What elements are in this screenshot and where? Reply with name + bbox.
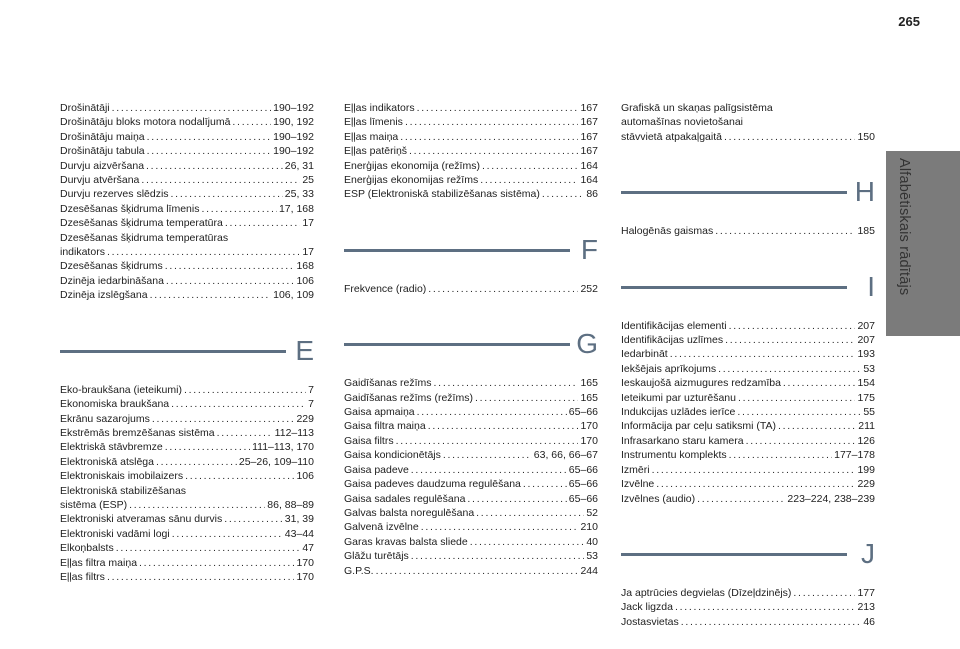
index-entry [621, 586, 875, 600]
index-entry-title: Dzesēšanas šķidruma līmenis [60, 202, 200, 215]
index-entry [60, 397, 314, 411]
index-entry-pages: 106, 109 [273, 289, 314, 302]
index-entry-pages: 229 [857, 478, 875, 491]
index-entry [621, 224, 875, 238]
index-entry-title: Gaisa kondicionētājs [344, 449, 441, 462]
leader-dots [428, 282, 578, 296]
index-entry-pages: 63, 66, 66–67 [533, 449, 598, 462]
index-entry-pages: 17, 168 [278, 202, 314, 215]
leader-dots [232, 115, 271, 129]
index-entry [344, 115, 598, 129]
letter-heading [344, 324, 598, 376]
index-entry-pages: 165 [580, 377, 598, 390]
index-entry-title: Drošinātāju tabula [60, 145, 145, 158]
index-entry-title: Gaisa padeve [344, 463, 409, 476]
leader-dots [152, 412, 295, 426]
leader-dots [542, 187, 584, 201]
leader-dots [482, 159, 579, 173]
index-entry [621, 347, 875, 361]
index-entry-pages: 31, 39 [284, 513, 314, 526]
index-entry [344, 520, 598, 534]
leader-dots [147, 130, 271, 144]
index-entry [621, 477, 875, 491]
index-entry [344, 405, 598, 419]
leader-dots [166, 274, 295, 288]
index-entry-pages: 86 [586, 188, 598, 201]
index-entry-pages: 167 [580, 145, 598, 158]
leader-dots [670, 347, 856, 361]
index-entry [344, 144, 598, 158]
index-entry [621, 600, 875, 614]
index-entry [60, 541, 314, 555]
index-entry-pages: 193 [857, 348, 875, 361]
index-entry-title: Durvju rezerves slēdzis [60, 188, 169, 201]
index-entry-pages: 167 [580, 116, 598, 129]
index-entry [60, 383, 314, 397]
index-entry [60, 440, 314, 454]
page-number: 265 [898, 14, 920, 29]
index-entry-pages: 229 [296, 412, 314, 425]
index-column-2 [344, 101, 598, 578]
index-entry-pages: 25–26, 109–110 [238, 455, 314, 468]
index-entry-pages: 207 [857, 319, 875, 332]
index-entry [344, 549, 598, 563]
index-entry [60, 144, 314, 158]
index-entry [344, 463, 598, 477]
index-entry [60, 469, 314, 483]
letter-heading-text: E [295, 334, 314, 366]
leader-dots [156, 455, 237, 469]
index-entry-title: Dzesēšanas šķidruma temperatūra [60, 217, 223, 230]
index-entry-pages: 252 [580, 282, 598, 295]
index-entry [60, 187, 314, 201]
index-entry [621, 419, 875, 433]
index-entry [621, 448, 875, 462]
leader-dots [184, 383, 306, 397]
leader-dots [729, 448, 832, 462]
index-entry-title: Garas kravas balsta sliede [344, 535, 468, 548]
index-entry [344, 391, 598, 405]
index-entry-title: Eļļas maiņa [344, 130, 399, 143]
index-entry-title: Gaisa apmaiņa [344, 406, 415, 419]
section-side-label: Alfabētiskais rādītājs [896, 158, 912, 296]
index-entry-pages: 211 [858, 420, 875, 433]
leader-dots [225, 216, 300, 230]
index-entry [344, 187, 598, 201]
leader-dots [150, 288, 272, 302]
index-entry-title: Gaidīšanas režīms [344, 377, 432, 390]
leader-dots [185, 469, 294, 483]
leader-dots [523, 477, 567, 491]
index-entry [621, 492, 875, 506]
index-entry-pages: 52 [586, 506, 598, 519]
index-entry-title: Gaisa filtra maiņa [344, 420, 426, 433]
index-entry [60, 288, 314, 302]
index-entry-pages: 190–192 [273, 145, 314, 158]
index-entry-line: Grafiskā un skaņas palīgsistēma [621, 102, 773, 114]
index-entry-pages: 17 [302, 217, 314, 230]
index-entry-title: Ekstrēmās bremzēšanas sistēma [60, 426, 215, 439]
index-entry-pages: 106 [296, 274, 314, 287]
letter-heading-text: H [854, 176, 875, 208]
index-entry-title: Iedarbināt [621, 348, 668, 361]
leader-dots [697, 492, 785, 506]
leader-dots [107, 245, 300, 259]
index-entry-title: Eko-braukšana (ieteikumi) [60, 383, 182, 396]
index-entry-pages: 126 [857, 434, 875, 447]
index-entry-title: Dzinēja izslēgšana [60, 289, 148, 302]
index-entry-title: Elkoņbalsts [60, 542, 114, 555]
index-entry-title: Eļļas līmenis [344, 116, 403, 129]
leader-dots [434, 376, 579, 390]
letter-heading [621, 172, 875, 224]
index-entry [60, 159, 314, 173]
leader-dots [116, 541, 301, 555]
index-entry [60, 570, 314, 584]
leader-dots [107, 570, 295, 584]
index-entry [60, 556, 314, 570]
leader-dots [172, 527, 283, 541]
leader-dots [476, 506, 584, 520]
leader-dots [201, 202, 276, 216]
index-entry-line: Elektroniskā stabilizēšanas [60, 484, 187, 497]
index-entry [60, 512, 314, 526]
index-entry [344, 434, 598, 448]
index-entry-pages: 223–224, 238–239 [787, 492, 875, 505]
index-entry-pages: 40 [586, 535, 598, 548]
index-entry [621, 319, 875, 333]
index-entry [60, 115, 314, 129]
index-entry [344, 564, 598, 578]
index-entry [60, 173, 314, 187]
leader-dots [475, 391, 579, 405]
leader-dots [652, 463, 856, 477]
leader-dots [725, 333, 855, 347]
leader-dots [783, 376, 856, 390]
index-entry-title: Identifikācijas elementi [621, 319, 727, 332]
leader-dots [675, 600, 856, 614]
index-entry-title: Durvju aizvēršana [60, 159, 145, 172]
index-entry-pages: 65–66 [568, 406, 598, 419]
index-entry [621, 615, 875, 629]
letter-divider-rule [621, 286, 847, 289]
index-entry-title: G.P.S. [344, 564, 374, 577]
index-entry-pages: 190–192 [273, 102, 314, 114]
index-entry-title: Gaisa sadales regulēšana [344, 492, 466, 505]
index-entry-title: Gaisa filtrs [344, 434, 394, 447]
index-entry-title: Frekvence (radio) [344, 282, 427, 295]
index-entry-pages: 53 [863, 362, 875, 375]
leader-dots [738, 391, 855, 405]
leader-dots [428, 419, 579, 433]
index-entry [621, 362, 875, 376]
index-entry-pages: 210 [580, 521, 598, 534]
index-entry [60, 527, 314, 541]
index-entry [60, 455, 314, 469]
leader-dots [376, 564, 579, 578]
leader-dots [421, 520, 579, 534]
index-entry [621, 434, 875, 448]
index-entry-title: Glāžu turētājs [344, 550, 409, 563]
index-entry-title: Ekonomiska braukšana [60, 398, 170, 411]
index-entry [621, 391, 875, 405]
index-entry-pages: 65–66 [568, 463, 598, 476]
index-entry-pages: 167 [580, 102, 598, 114]
leader-dots [724, 130, 855, 144]
index-entry [344, 535, 598, 549]
index-entry [344, 376, 598, 390]
index-entry [60, 101, 314, 115]
index-entry-title: Identifikācijas uzlīmes [621, 334, 724, 347]
index-entry-pages: 7 [308, 398, 314, 411]
index-entry-pages: 185 [857, 225, 875, 238]
index-entry-pages: 150 [857, 130, 875, 143]
leader-dots [147, 144, 271, 158]
leader-dots [405, 115, 579, 129]
leader-dots [715, 224, 855, 238]
index-entry-title: Izvēlnes (audio) [621, 492, 696, 505]
index-entry-title: Enerģijas ekonomija (režīms) [344, 159, 480, 172]
index-entry-pages: 177–178 [834, 449, 875, 462]
letter-divider-rule [60, 350, 286, 353]
index-entry [60, 202, 314, 216]
letter-heading [621, 534, 875, 586]
index-entry-pages: 170 [296, 570, 314, 583]
leader-dots [165, 259, 295, 273]
letter-heading-text: F [580, 233, 598, 265]
leader-dots [443, 448, 532, 462]
index-entry-title: Galvas balsta noregulēšana [344, 506, 475, 519]
index-entry-title: Elektroniski atveramas sānu durvis [60, 513, 223, 526]
leader-dots [217, 426, 273, 440]
index-entry-line: automašīnas novietošanai [621, 116, 743, 129]
index-entry [344, 492, 598, 506]
leader-dots [129, 498, 265, 512]
index-entry-title: Eļļas indikators [344, 102, 415, 114]
leader-dots [480, 173, 578, 187]
index-entry-pages: 244 [580, 564, 598, 577]
leader-dots [778, 419, 856, 433]
index-entry [344, 173, 598, 187]
index-entry-pages: 154 [857, 377, 875, 390]
leader-dots [171, 187, 283, 201]
index-entry-title: Elektroniski vadāmi logi [60, 527, 170, 540]
index-entry [60, 216, 314, 230]
index-entry [60, 274, 314, 288]
index-entry-title: Gaisa padeves daudzuma regulēšana [344, 478, 521, 491]
index-entry-pages: 86, 88–89 [267, 498, 314, 511]
leader-dots [396, 434, 579, 448]
leader-dots [793, 586, 855, 600]
leader-dots [139, 556, 294, 570]
index-entry-pages: 190, 192 [273, 116, 314, 129]
index-entry-title: Eļļas filtra maiņa [60, 556, 138, 569]
letter-divider-rule [344, 249, 570, 252]
index-entry [621, 376, 875, 390]
letter-heading-text: I [867, 270, 875, 302]
index-entry-pages: 190–192 [273, 130, 314, 143]
index-entry [60, 245, 314, 259]
index-entry-pages: 112–113 [274, 426, 314, 439]
index-entry-pages: 164 [580, 174, 598, 187]
index-entry [621, 130, 875, 144]
index-entry-title: stāvvietā atpakaļgaitā [621, 130, 722, 143]
index-entry-pages: 26, 31 [284, 159, 314, 172]
index-entry [621, 333, 875, 347]
index-entry [60, 259, 314, 273]
index-entry-pages: 175 [857, 391, 875, 404]
leader-dots [467, 492, 566, 506]
leader-dots [656, 477, 855, 491]
leader-dots [141, 173, 300, 187]
index-entry-title: sistēma (ESP) [60, 498, 128, 511]
leader-dots [400, 130, 578, 144]
index-entry [60, 426, 314, 440]
letter-heading-text: J [861, 537, 875, 569]
index-entry [344, 506, 598, 520]
index-entry-pages: 65–66 [568, 492, 598, 505]
leader-dots [681, 615, 862, 629]
leader-dots [411, 463, 567, 477]
index-entry-pages: 53 [586, 550, 598, 563]
index-entry [344, 448, 598, 462]
index-entry-pages: 165 [580, 391, 598, 404]
index-entry-line: Dzesēšanas šķidruma temperatūras [60, 231, 229, 244]
index-entry-title: Ja aptrūcies degvielas (Dīzeļdzinējs) [621, 586, 792, 599]
index-column-3 [621, 101, 875, 629]
index-entry-title: Ieteikumi par uzturēšanu [621, 391, 736, 404]
index-entry [344, 101, 598, 115]
index-entry [60, 498, 314, 512]
index-entry-title: Durvju atvēršana [60, 174, 140, 187]
index-entry-title: Dzinēja iedarbināšana [60, 274, 164, 287]
index-entry-pages: 213 [857, 601, 875, 614]
letter-divider-rule [621, 553, 847, 556]
index-entry-pages: 25, 33 [284, 188, 314, 201]
letter-heading [60, 331, 314, 383]
index-entry-title: Drošinātāju maiņa [60, 130, 145, 143]
leader-dots [146, 159, 283, 173]
index-entry-pages: 17 [302, 246, 314, 259]
index-entry-title: Galvenā izvēlne [344, 521, 419, 534]
index-entry-title: Jostasvietas [621, 615, 679, 628]
index-entry-title: Drošinātāji [60, 102, 110, 114]
index-entry-pages: 43–44 [284, 527, 314, 540]
index-entry-pages: 164 [580, 159, 598, 172]
leader-dots [417, 405, 567, 419]
index-entry-title: Enerģijas ekonomijas režīms [344, 174, 479, 187]
index-entry-title: Ekrānu sazarojums [60, 412, 150, 425]
leader-dots [112, 101, 272, 115]
index-entry-pages: 207 [857, 334, 875, 347]
index-entry-pages: 170 [296, 556, 314, 569]
index-entry-pages: 25 [302, 174, 314, 187]
index-entry-pages: 170 [580, 434, 598, 447]
index-entry-title: Eļļas filtrs [60, 570, 105, 583]
leader-dots [417, 101, 579, 115]
leader-dots [718, 362, 861, 376]
index-entry-pages: 111–113, 170 [252, 441, 314, 454]
letter-heading [344, 230, 598, 282]
index-entry-title: Elektriskā stāvbremze [60, 441, 163, 454]
index-entry-title: Ieskaujošā aizmugures redzamība [621, 377, 781, 390]
index-entry-pages: 170 [580, 420, 598, 433]
index-entry-title: Jack ligzda [621, 601, 673, 614]
letter-heading [621, 267, 875, 319]
leader-dots [409, 144, 578, 158]
index-entry [344, 130, 598, 144]
index-entry-pages: 55 [863, 406, 875, 419]
index-entry-pages: 167 [580, 130, 598, 143]
index-entry-title: Gaidīšanas režīms (režīms) [344, 391, 473, 404]
index-column-1 [60, 101, 314, 584]
index-entry-title: Indukcijas uzlādes ierīce [621, 406, 736, 419]
leader-dots [470, 535, 585, 549]
index-entry [621, 463, 875, 477]
index-entry-title: Elektroniskais imobilaizers [60, 470, 184, 483]
index-entry-title: Elektroniskā atslēga [60, 455, 154, 468]
index-entry-title: Izvēlne [621, 478, 655, 491]
letter-heading-text: G [576, 328, 598, 360]
index-entry [344, 419, 598, 433]
index-entry-title: Halogēnās gaismas [621, 225, 714, 238]
letter-divider-rule [344, 343, 570, 346]
leader-dots [165, 440, 250, 454]
index-entry [60, 130, 314, 144]
index-entry-title: Instrumentu komplekts [621, 449, 727, 462]
index-entry-pages: 199 [857, 463, 875, 476]
leader-dots [746, 434, 856, 448]
leader-dots [737, 405, 861, 419]
letter-divider-rule [621, 191, 847, 194]
leader-dots [224, 512, 283, 526]
index-entry-pages: 106 [296, 470, 314, 483]
leader-dots [411, 549, 585, 563]
index-entry-title: Drošinātāju bloks motora nodalījumā [60, 116, 231, 129]
index-entry-title: Infrasarkano staru kamera [621, 434, 744, 447]
index-entry-pages: 65–66 [568, 478, 598, 491]
index-entry-pages: 7 [308, 383, 314, 396]
index-entry [344, 282, 598, 296]
index-entry-title: Iekšējais aprīkojums [621, 362, 717, 375]
index-entry-title: ESP (Elektroniskā stabilizēšanas sistēma) [344, 188, 540, 201]
leader-dots [729, 319, 856, 333]
index-entry [344, 159, 598, 173]
index-entry-pages: 168 [296, 260, 314, 273]
index-entry-title: Dzesēšanas šķidrums [60, 260, 163, 273]
index-entry-pages: 177 [857, 586, 875, 599]
index-entry-pages: 47 [302, 542, 314, 555]
index-entry-title: Izmēri [621, 463, 650, 476]
index-entry [621, 405, 875, 419]
index-entry-title: Informācija par ceļu satiksmi (TA) [621, 420, 777, 433]
index-entry-title: indikators [60, 246, 105, 259]
index-entry [344, 477, 598, 491]
leader-dots [171, 397, 306, 411]
index-entry [60, 412, 314, 426]
index-entry-title: Eļļas patēriņš [344, 145, 408, 158]
index-entry-pages: 46 [863, 615, 875, 628]
